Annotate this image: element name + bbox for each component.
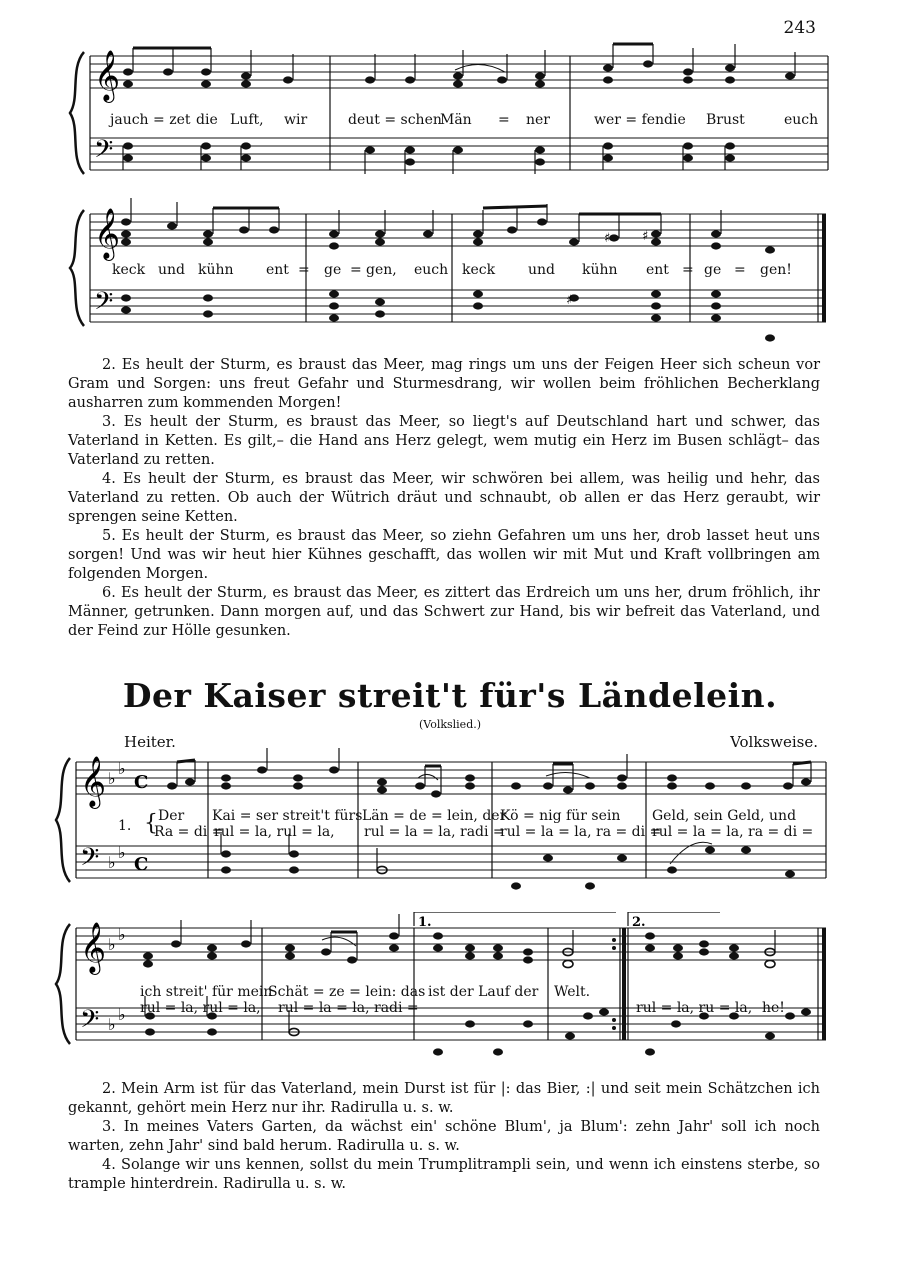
svg-text:𝄞: 𝄞 [94,50,121,101]
svg-text:=: = [298,262,310,278]
svg-text:Män: Män [440,112,472,128]
svg-text:wir: wir [284,112,308,128]
song2-system-2-lyrics [0,970,900,1020]
song2-title: Der Kaiser streit't für's Ländelein. [122,676,778,715]
svg-text:die: die [196,112,218,128]
lyric: rul = la = la, ra = di = [652,824,814,840]
svg-text:𝄢: 𝄢 [80,843,100,878]
svg-text:kühn: kühn [582,262,618,278]
svg-text:=: = [682,262,694,278]
svg-text:ent: ent [646,262,669,278]
lyric: Geld, sein Geld, und [652,808,797,824]
svg-text:♭: ♭ [118,925,126,944]
lyric: Ra = di = [154,824,224,840]
svg-text:deut = schen: deut = schen [348,112,442,128]
verse: 4. Es heult der Sturm, es braust das Meer, wir schwören bei allem, was heilig und hehr, das Vaterland zu retten. Ob auch der Wütrich dräut und schnaubt, ob allen er das Herz geraubt, wir sprengen seine Ketten. [68,471,820,525]
svg-text:Luft,: Luft, [230,112,264,128]
svg-text:und: und [528,262,555,278]
verse: 3. In meines Vaters Garten, da wächst ein' schöne Blum', ja Blum': zehn Jahr' soll ich noch warten, zehn Jahr' sind bald herum. Radirulla u. s. w. [68,1119,820,1154]
svg-text:𝄢: 𝄢 [94,135,114,170]
svg-text:keck: keck [112,262,146,278]
lyric: Kai = ser streit't fürs [212,808,363,824]
lyric: rul = la, rul = la, [214,824,335,840]
volta-1: 1. [418,915,432,930]
verse-number: 1. [118,818,132,834]
svg-text:♯: ♯ [642,229,649,244]
svg-text:𝄞: 𝄞 [94,208,121,259]
svg-text:𝄞: 𝄞 [80,922,107,973]
svg-text:♯: ♯ [604,231,611,246]
svg-text:♭: ♭ [108,935,116,954]
svg-text:=: = [350,262,362,278]
lyric: Kö = nig für sein [500,808,621,824]
song1-system-1 [0,38,900,190]
svg-text:euch: euch [414,262,449,278]
tempo-marking: Heiter. [124,733,176,751]
svg-text:C: C [134,854,149,875]
svg-text:♭: ♭ [108,1015,116,1034]
svg-text:gen!: gen! [760,262,792,278]
svg-text:ge: ge [704,262,722,278]
svg-text:♯: ♯ [566,293,573,308]
svg-text:𝄞: 𝄞 [80,756,107,807]
svg-text:ent: ent [266,262,289,278]
svg-text:jauch = zet: jauch = zet [110,112,191,128]
svg-text:𝄢: 𝄢 [94,287,114,322]
verse: 4. Solange wir uns kennen, sollst du mein Trumplitrampli sein, und wenn ich einstens sterbe, so trample hinterdrein. Radirulla u. s. w. [68,1157,820,1192]
lyric: Schät = ze = lein: das [268,984,426,1000]
lyric: rul = la, ru = la, [636,1000,753,1016]
lyric: he! [762,1000,785,1016]
lyric: rul = la, rul = la, [140,1000,261,1016]
svg-text:kühn: kühn [198,262,234,278]
song2-verses [68,1080,820,1194]
lyric: Welt. [554,984,591,1000]
song1-verses [68,356,820,641]
svg-text:Brust: Brust [706,112,745,128]
verse: 2. Es heult der Sturm, es braust das Meer, mag rings um uns der Feigen Heer sich scheun vor Gram und Sorgen: uns freut Gefahr und Sturmesdrang, wir wollen beim fröhlichen Becherklang ausharren zum kommenden Morgen! [68,357,820,411]
verse: 5. Es heult der Sturm, es braust das Meer, so ziehn Gefahren um uns her, drob lasset heut uns sorgen! Und was wir heut hier Kühnes geschafft, das wollen wir mit Mut und Kraft vollbringen am folgenden Morgen. [68,528,820,582]
lyric: ist der Lauf der [428,984,539,1000]
svg-text:{: { [144,811,158,836]
svg-text:♭: ♭ [118,1005,126,1024]
svg-text:die: die [664,112,686,128]
lyric: rul = la = la, ra = di = [500,824,662,840]
svg-text:=: = [734,262,746,278]
song2-subtitle: (Volkslied.) [418,718,482,731]
svg-text:=: = [498,112,510,128]
svg-text:keck: keck [462,262,496,278]
svg-text:♭: ♭ [118,843,126,862]
lyric: Län = de = lein, der [362,808,507,824]
volta-2: 2. [632,915,646,930]
song2-system-1-lyrics [0,800,900,842]
svg-text:euch: euch [784,112,819,128]
svg-text:wer = fen: wer = fen [594,112,665,128]
lyric: rul = la = la, radi = [364,824,505,840]
svg-text:und: und [158,262,185,278]
verse: 6. Es heult der Sturm, es braust das Meer, es zittert das Erdreich um uns her, drum fröhlich, ihr Männer, getrunken. Dann morgen auf, und das Schwert zur Hand, bis wir befreit das Vaterland, und der Feind zur Hölle gesunken. [68,585,820,639]
svg-text:♭: ♭ [118,759,126,778]
verse: 3. Es heult der Sturm, es braust das Meer, so liegt's auf Deutschland hart und schwer, das Vaterland in Ketten. Es gilt,– die Hand ans Herz gelegt, wem mutig ein Herz im Busen schlägt– das Vaterland zu retten. [68,414,820,468]
svg-text:ner: ner [526,112,550,128]
svg-text:♭: ♭ [108,769,116,788]
svg-text:C: C [134,772,149,793]
lyric: Der [158,808,185,824]
svg-text:gen,: gen, [366,262,397,278]
page-number: 243 [783,18,816,38]
svg-text:𝄢: 𝄢 [80,1005,100,1040]
svg-text:♭: ♭ [108,853,116,872]
song1-system-2 [0,196,900,352]
svg-text:ge: ge [324,262,342,278]
verse: 2. Mein Arm ist für das Vaterland, mein Durst ist für |: das Bier, :| und seit mein Schätzchen ich gekannt, gehört mein Herz nur ihr. Radirulla u. s. w. [68,1081,820,1116]
lyric: ich streit' für mein [140,984,273,1000]
composer-credit: Volksweise. [730,733,818,751]
lyric: rul = la = la, radi = [278,1000,419,1016]
